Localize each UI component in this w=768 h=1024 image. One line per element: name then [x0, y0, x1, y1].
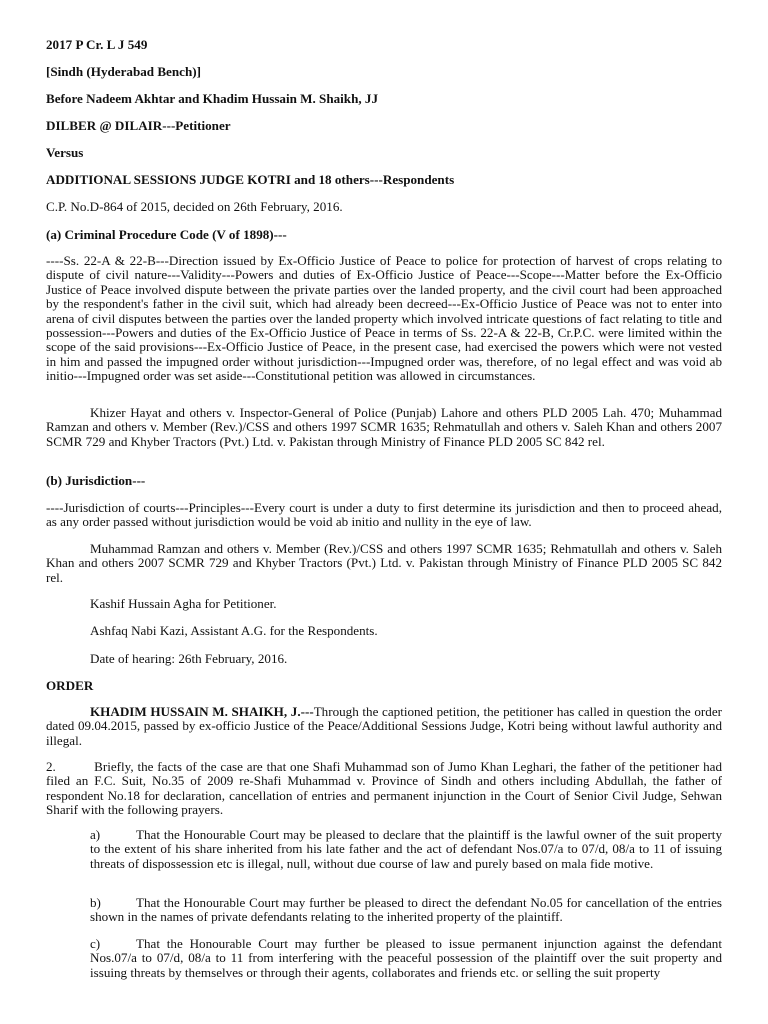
bench: Before Nadeem Akhtar and Khadim Hussain M. Shaikh, JJ — [46, 91, 379, 106]
case-info: C.P. No.D-864 of 2015, decided on 26th February, 2016. — [46, 199, 343, 214]
judge-name: KHADIM HUSSAIN M. SHAIKH, J.--- — [90, 704, 314, 719]
hearing-date: Date of hearing: 26th February, 2016. — [90, 651, 288, 666]
prayer-text: That the Honourable Court may further be pleased to direct the defendant No.05 for cancellation of the entries shown in the names of private defendants relating to the inherited property of the plaintiff. — [90, 895, 722, 925]
prayer-text: That the Honourable Court may be pleased to declare that the plaintiff is the lawful owner of the suit property to the extent of his share inherited from his late father and the act of defendant Nos.07/a to 07/d, 08/a to 11 of issuing threats of dispossession etc is illegal, null, without due course of law and purely based on mala fide motive. — [90, 827, 722, 871]
prayer-label: b) — [90, 895, 101, 910]
order-paragraph-1 — [46, 705, 722, 748]
headnote-a: ----Ss. 22-A & 22-B---Direction issued by Ex-Officio Justice of Peace to police for protection of harvest of crops relating to dispute of civil nature---Validity---Powers and duties of Ex-Officio Justice of Peace---Scope---Matter before the Ex-Officio Justice of Peace involved dispute between the private parties over the landed property, and the civil court had been approached by the respondent's father in the civil suit, which had already been decreed---Ex-Officio Justice of Peace was not to enter into arena of civil disputes between the parties over the landed property which involved intricate questions of fact relating to title and possession---Powers and duties of the Ex-Officio Justice of Peace in terms of Ss. 22-A & 22-B, Cr.P.C. were limited within the scope of the said provisions---Ex-Officio Justice of Peace, in the present case, had exercised the powers which were not vested in him and passed the impugned order without jurisdiction---Impugned order was, therefore, of no legal effect and was void ab initio---Impugned order was set aside---Constitutional petition was allowed in circumstances. — [46, 253, 722, 384]
counsel-petitioner: Kashif Hussain Agha for Petitioner. — [90, 596, 277, 611]
prayer-label: a) — [90, 827, 101, 842]
prayer-text: That the Honourable Court may further be pleased to issue permanent injunction against the defendant Nos.07/a to 07/d, 08/a to 11 from interfering with the peaceful possession of the plaintiff over the suit property and issuing threats by themselves or through their agents, collaborates and friends etc. or selling the suit property — [90, 936, 722, 980]
order-paragraph-2: 2. Briefly, the facts of the case are that one Shafi Muhammad son of Jumo Khan Leghari, the father of the petitioner had filed an F.C. Suit, No.35 of 2009 re-Shafi Muhammad v. Province of Sindh and others including Abdullah, the father of respondent No.18 for declaration, cancellation of entries and permanent injunction in the Court of Senior Civil Judge, Sehwan Sharif with the following prayers. — [46, 759, 726, 818]
citation: 2017 P Cr. L J 549 — [46, 37, 148, 52]
respondents: ADDITIONAL SESSIONS JUDGE KOTRI and 18 others---Respondents — [46, 172, 455, 187]
prayer-item — [90, 828, 722, 871]
counsel-respondents: Ashfaq Nabi Kazi, Assistant A.G. for the Respondents. — [90, 623, 378, 638]
heading-a: (a) Criminal Procedure Code (V of 1898)--- — [46, 227, 287, 242]
references-a: Khizer Hayat and others v. Inspector-General of Police (Punjab) Lahore and others PLD 2005 Lah. 470; Muhammad Ramzan and others v. Member (Rev.)/CSS and others 1997 SCMR 1635; Rehmatullah and others v. Saleh Khan and others 2007 SCMR 729 and Khyber Tractors (Pvt.) Ltd. v. Pakistan through Ministry of Finance PLD 2005 SC 842 rel. — [46, 405, 722, 449]
petitioner: DILBER @ DILAIR---Petitioner — [46, 118, 231, 133]
prayer-item — [90, 896, 722, 925]
court-name: [Sindh (Hyderabad Bench)] — [46, 64, 201, 79]
headnote-b: ----Jurisdiction of courts---Principles---Every court is under a duty to first determine its jurisdiction and then to proceed ahead, as any order passed without jurisdiction would be void ab initio and nullity in the eye of law. — [46, 500, 722, 530]
references-b: Muhammad Ramzan and others v. Member (Rev.)/CSS and others 1997 SCMR 1635; Rehmatullah and others v. Saleh Khan and others 2007 SCMR 729 and Khyber Tractors (Pvt.) Ltd. v. Pakistan through Ministry of Finance PLD 2005 SC 842 rel. — [46, 541, 722, 585]
versus: Versus — [46, 145, 84, 160]
order-paragraph-1-text: Through the captioned petition, the petitioner has called in question the order dated 09.04.2015, passed by ex-officio Justice of the Peace/Additional Sessions Judge, Kotri being without lawful authority and illegal. — [46, 704, 722, 748]
heading-b: (b) Jurisdiction--- — [46, 473, 146, 488]
order-heading: ORDER — [46, 678, 94, 693]
prayer-label: c) — [90, 936, 101, 951]
prayer-item — [90, 937, 722, 980]
